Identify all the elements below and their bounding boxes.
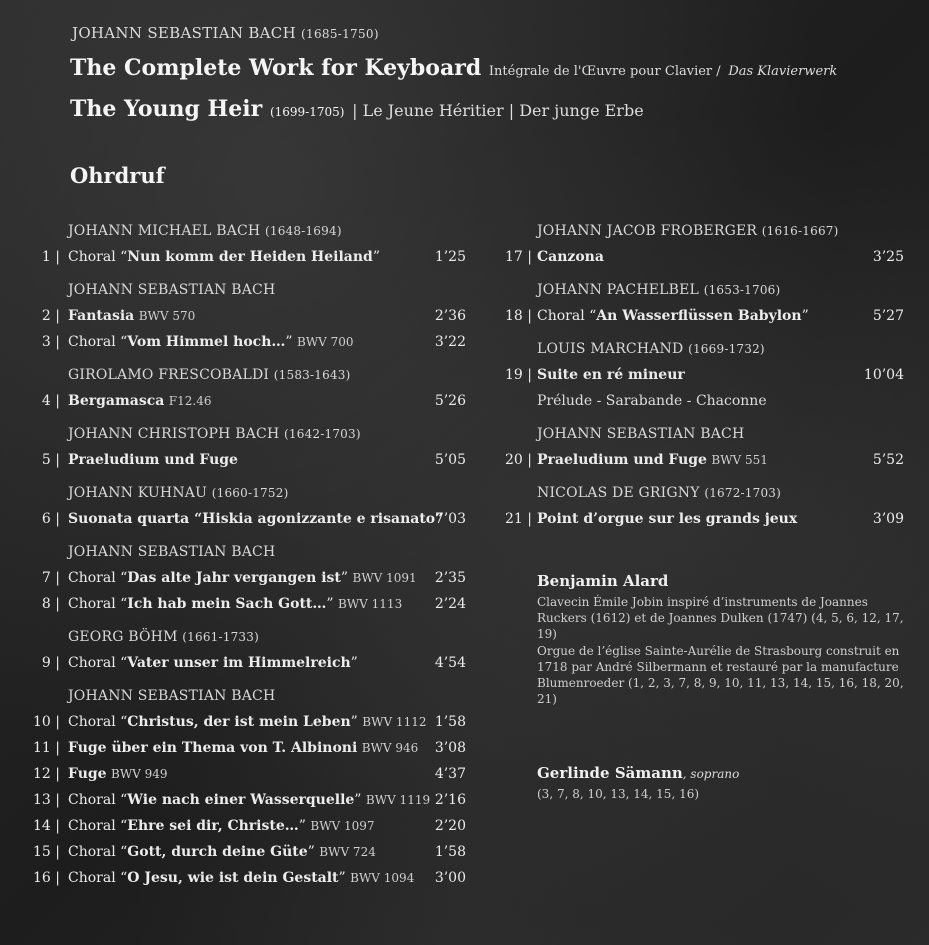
track-duration: 1’58 xyxy=(434,714,466,730)
composer-heading xyxy=(0,218,480,244)
composer-name: JOHANN SEBASTIAN BACH xyxy=(68,688,276,704)
track-suffix: ” xyxy=(298,818,306,834)
track-row xyxy=(0,565,480,591)
composer-name: GIROLAMO FRESCOBALDI xyxy=(68,367,270,383)
track-number: 16 | xyxy=(33,870,60,886)
album-title-fr: Intégrale de l'Œuvre pour Clavier / xyxy=(488,64,721,79)
track-title xyxy=(68,650,358,676)
performer-role: , soprano xyxy=(682,767,740,781)
track-row xyxy=(0,865,480,891)
composer-label xyxy=(537,218,839,244)
composer-years: (1653-1706) xyxy=(703,283,781,297)
track-prefix: Choral “ xyxy=(68,818,128,834)
track-row xyxy=(480,506,929,532)
track-row xyxy=(0,447,480,473)
work-title: Fuge xyxy=(68,766,107,782)
track-row xyxy=(0,591,480,617)
performer-name-text: Gerlinde Sämann xyxy=(537,764,683,782)
track-suffix: ” xyxy=(285,334,293,350)
track-title xyxy=(68,329,354,355)
track-row xyxy=(480,303,929,329)
composer-name: JOHANN MICHAEL BACH xyxy=(68,223,261,239)
track-row xyxy=(480,447,929,473)
track-row xyxy=(0,839,480,865)
track-title xyxy=(68,709,426,735)
track-suffix: ” xyxy=(340,570,349,586)
volume-title-translations: | Le Jeune Héritier | Der junge Erbe xyxy=(352,101,644,120)
composer-heading xyxy=(0,421,480,447)
track-row xyxy=(0,787,480,813)
composer-label xyxy=(537,421,744,447)
track-number: 18 | xyxy=(505,308,532,324)
composer-heading xyxy=(480,218,929,244)
track-number: 8 | xyxy=(41,596,60,612)
composer-label xyxy=(537,480,781,506)
work-title: Fuge über ein Thema von T. Albinoni xyxy=(68,740,358,756)
movements-row xyxy=(480,388,929,414)
track-title xyxy=(68,787,430,813)
track-duration: 2’20 xyxy=(434,818,466,834)
work-title: Christus, der ist mein Leben xyxy=(127,714,351,730)
track-number: 12 | xyxy=(33,766,60,782)
track-row xyxy=(0,303,480,329)
composer-name: JOHANN PACHELBEL xyxy=(537,282,700,298)
composer-name: LOUIS MARCHAND xyxy=(537,341,684,357)
track-title xyxy=(68,591,402,617)
work-title: Ehre sei dir, Christe… xyxy=(127,818,299,834)
composer-name: JOHANN SEBASTIAN BACH xyxy=(68,544,276,560)
group-gap xyxy=(480,329,929,336)
work-title: Canzona xyxy=(537,249,604,265)
catalogue-number: BWV 570 xyxy=(138,309,196,323)
track-title xyxy=(68,244,380,270)
track-row xyxy=(0,506,480,532)
work-title: Fantasia xyxy=(68,308,135,324)
group-gap xyxy=(480,270,929,277)
track-duration: 3’08 xyxy=(434,740,466,756)
composer-label xyxy=(68,539,275,565)
track-title xyxy=(68,735,418,761)
tracklist-left xyxy=(0,218,480,891)
instrument-organ: Orgue de l’église Sainte-Aurélie de Strasbourg construit en 1718 par André Silbermann et restauré par la manufacture Blumenroeder (1, 2, 3, 7, 8, 9, 10, 11, 13, 14, 15, 16, 18, 20, 21) xyxy=(537,644,904,706)
catalogue-number: BWV 1094 xyxy=(350,871,415,885)
composer-heading xyxy=(480,480,929,506)
composer-name: JOHANN SEBASTIAN BACH xyxy=(537,426,745,442)
performer-name xyxy=(537,764,907,782)
track-number: 10 | xyxy=(33,714,60,730)
track-number: 14 | xyxy=(33,818,60,834)
track-title xyxy=(537,506,797,532)
composer-heading xyxy=(0,539,480,565)
track-duration: 5’52 xyxy=(872,452,904,468)
track-number: 7 | xyxy=(41,570,60,586)
track-row xyxy=(0,761,480,787)
track-duration: 1’58 xyxy=(434,844,466,860)
track-duration: 10’04 xyxy=(863,367,904,383)
track-row xyxy=(0,709,480,735)
work-title: Praeludium und Fuge xyxy=(68,452,238,468)
track-number: 15 | xyxy=(33,844,60,860)
track-suffix: ” xyxy=(350,655,358,671)
composer-label xyxy=(537,277,780,303)
work-title: Vater unser im Himmelreich xyxy=(127,655,351,671)
composer-years: (1616-1667) xyxy=(761,224,839,238)
composer-years: (1661-1733) xyxy=(182,630,259,644)
track-suffix: ” xyxy=(307,844,315,860)
group-gap xyxy=(0,676,480,683)
composer-heading xyxy=(0,683,480,709)
composer-years: (1660-1752) xyxy=(211,486,289,500)
work-title: Bergamasca xyxy=(68,393,165,409)
composer-label xyxy=(68,683,275,709)
work-title: Suite en ré mineur xyxy=(537,367,685,383)
work-title: Point d’orgue sur les grands jeux xyxy=(537,511,798,527)
performer-name: Benjamin Alard xyxy=(537,572,669,590)
volume-title-en: The Young Heir xyxy=(70,96,263,122)
composer-name: GEORG BÖHM xyxy=(68,629,178,645)
composer-label xyxy=(68,362,350,388)
track-duration: 1’25 xyxy=(434,249,466,265)
catalogue-number: BWV 949 xyxy=(111,767,168,781)
composer-years: (1642-1703) xyxy=(284,427,361,441)
track-prefix: Choral “ xyxy=(68,596,128,612)
group-gap xyxy=(0,532,480,539)
work-title: Nun komm der Heiden Heiland xyxy=(127,249,373,265)
catalogue-number: BWV 1113 xyxy=(338,597,403,611)
track-duration: 3’25 xyxy=(872,249,904,265)
track-duration: 3’09 xyxy=(872,511,904,527)
composer-label xyxy=(68,421,361,447)
track-row xyxy=(0,388,480,414)
composer-label xyxy=(537,336,765,362)
composer-years: (1672-1703) xyxy=(704,486,782,500)
composer-label xyxy=(68,480,288,506)
composer-years: (1583-1643) xyxy=(273,368,351,382)
track-number: 20 | xyxy=(505,452,532,468)
track-prefix: Choral “ xyxy=(68,870,128,886)
track-row xyxy=(0,735,480,761)
track-prefix: Choral “ xyxy=(68,714,128,730)
work-title: An Wasserflüssen Babylon xyxy=(596,308,802,324)
track-row xyxy=(480,362,929,388)
composer-label xyxy=(68,277,275,303)
album-title xyxy=(70,55,837,81)
work-title: Praeludium und Fuge xyxy=(537,452,707,468)
catalogue-number: BWV 1097 xyxy=(310,819,375,833)
track-duration: 2’24 xyxy=(434,596,466,612)
work-title: Suonata quarta “Hiskia agonizzante e risanato” xyxy=(68,511,444,527)
track-row xyxy=(480,244,929,270)
track-title xyxy=(68,813,375,839)
instrument-harpsichord: Clavecin Émile Jobin inspiré d’instruments de Joannes Ruckers (1612) et de Joannes Dulken (1747) (4, 5, 6, 12, 17, 19) xyxy=(537,595,904,641)
work-title: Das alte Jahr vergangen ist xyxy=(127,570,341,586)
header-composer-name: JOHANN SEBASTIAN BACH xyxy=(72,24,296,42)
track-suffix: ” xyxy=(350,714,358,730)
track-title xyxy=(537,303,809,329)
composer-heading xyxy=(480,336,929,362)
work-title: Ich hab mein Sach Gott… xyxy=(127,596,327,612)
work-title: O Jesu, wie ist dein Gestalt xyxy=(127,870,339,886)
track-duration: 2’16 xyxy=(434,792,466,808)
composer-name: JOHANN JACOB FROBERGER xyxy=(537,223,758,239)
track-suffix: ” xyxy=(326,596,334,612)
volume-title xyxy=(70,96,644,122)
track-number: 6 | xyxy=(41,511,60,527)
track-prefix: Choral “ xyxy=(68,249,128,265)
track-number: 11 | xyxy=(33,740,60,756)
performer-tracks: (3, 7, 8, 10, 13, 14, 15, 16) xyxy=(537,787,700,801)
track-title xyxy=(68,761,168,787)
track-duration: 3’00 xyxy=(434,870,466,886)
track-duration: 4’37 xyxy=(434,766,466,782)
catalogue-number: BWV 1112 xyxy=(362,715,427,729)
composer-heading xyxy=(480,421,929,447)
catalogue-number: BWV 700 xyxy=(297,335,354,349)
catalogue-number: BWV 1119 xyxy=(365,793,431,807)
track-title xyxy=(68,447,238,473)
catalogue-number: F12.46 xyxy=(168,394,212,408)
composer-label xyxy=(68,218,342,244)
track-suffix: ” xyxy=(338,870,346,886)
composer-name: NICOLAS DE GRIGNY xyxy=(537,485,700,501)
track-duration: 2’36 xyxy=(434,308,466,324)
performer-benjamin-alard xyxy=(537,572,907,707)
track-suffix: ” xyxy=(372,249,380,265)
catalogue-number: BWV 1091 xyxy=(352,571,417,585)
composer-heading xyxy=(0,362,480,388)
catalogue-number: BWV 724 xyxy=(319,845,376,859)
track-prefix: Choral “ xyxy=(68,334,128,350)
composer-heading xyxy=(0,277,480,303)
composer-name: JOHANN CHRISTOPH BACH xyxy=(68,426,280,442)
track-title xyxy=(537,362,685,388)
track-title xyxy=(537,244,604,270)
work-title: Gott, durch deine Güte xyxy=(127,844,308,860)
track-number: 13 | xyxy=(33,792,60,808)
composer-heading xyxy=(480,277,929,303)
composer-heading xyxy=(0,480,480,506)
track-number: 4 | xyxy=(41,393,60,409)
group-gap xyxy=(480,473,929,480)
volume-years: (1699-1705) xyxy=(269,105,345,119)
track-number: 21 | xyxy=(505,511,532,527)
track-prefix: Choral “ xyxy=(68,655,128,671)
track-duration: 5’27 xyxy=(872,308,904,324)
group-gap xyxy=(0,414,480,421)
track-row xyxy=(0,650,480,676)
composer-name: JOHANN KUHNAU xyxy=(68,485,208,501)
group-gap xyxy=(480,414,929,421)
track-duration: 7’03 xyxy=(434,511,466,527)
track-suffix: ” xyxy=(801,308,809,324)
movements-list: Prélude - Sarabande - Chaconne xyxy=(537,393,767,409)
group-gap xyxy=(0,355,480,362)
track-duration: 3’22 xyxy=(434,334,466,350)
performer-gerlinde-samann xyxy=(537,764,907,802)
work-title: Wie nach einer Wasserquelle xyxy=(127,792,355,808)
track-number: 17 | xyxy=(505,249,532,265)
track-number: 3 | xyxy=(41,334,60,350)
track-number: 5 | xyxy=(41,452,60,468)
track-duration: 4’54 xyxy=(434,655,466,671)
composer-name: JOHANN SEBASTIAN BACH xyxy=(68,282,276,298)
composer-heading xyxy=(0,624,480,650)
track-title xyxy=(68,506,443,532)
track-title xyxy=(68,388,211,414)
group-gap xyxy=(0,270,480,277)
track-title xyxy=(68,565,417,591)
header-composer-years: (1685-1750) xyxy=(301,27,379,41)
section-title: Ohrdruf xyxy=(70,163,165,188)
track-duration: 2’35 xyxy=(434,570,466,586)
track-duration: 5’26 xyxy=(434,393,466,409)
header-composer xyxy=(72,24,379,42)
catalogue-number: BWV 946 xyxy=(361,741,419,755)
track-duration: 5’05 xyxy=(434,452,466,468)
composer-years: (1648-1694) xyxy=(265,224,342,238)
track-number: 2 | xyxy=(41,308,60,324)
composer-label xyxy=(68,624,259,650)
group-gap xyxy=(0,473,480,480)
composer-years: (1669-1732) xyxy=(688,342,765,356)
track-title xyxy=(68,303,195,329)
track-title xyxy=(68,839,376,865)
tracklist-right xyxy=(480,218,929,532)
work-title: Vom Himmel hoch… xyxy=(127,334,286,350)
track-suffix: ” xyxy=(354,792,362,808)
track-row xyxy=(0,813,480,839)
track-number: 1 | xyxy=(41,249,60,265)
album-title-en: The Complete Work for Keyboard xyxy=(70,55,482,81)
catalogue-number: BWV 551 xyxy=(711,453,768,467)
group-gap xyxy=(0,617,480,624)
album-title-de: Das Klavierwerk xyxy=(728,64,838,79)
track-prefix: Choral “ xyxy=(68,844,128,860)
track-title xyxy=(537,447,768,473)
track-title xyxy=(68,865,414,891)
track-row xyxy=(0,329,480,355)
track-prefix: Choral “ xyxy=(68,792,128,808)
track-row xyxy=(0,244,480,270)
track-prefix: Choral “ xyxy=(68,570,128,586)
track-prefix: Choral “ xyxy=(537,308,597,324)
track-number: 9 | xyxy=(41,655,60,671)
track-number: 19 | xyxy=(505,367,532,383)
